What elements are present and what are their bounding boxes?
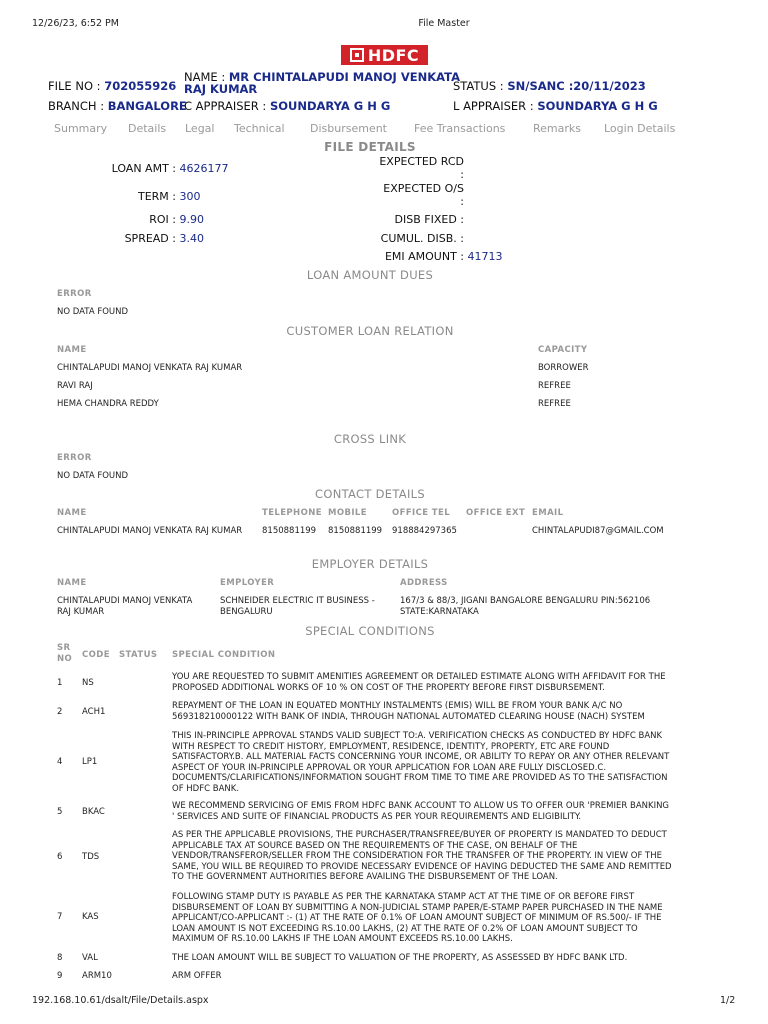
- employer-col-name: NAME: [57, 578, 87, 588]
- sc-row-sr: 5: [57, 807, 63, 817]
- contact-mobile: 8150881199: [328, 526, 383, 536]
- contact-details-title: CONTACT DETAILS: [315, 487, 425, 501]
- hdfc-logo-text: HDFC: [367, 45, 420, 65]
- clr-row-name: CHINTALAPUDI MANOJ VENKATA RAJ KUMAR: [57, 363, 243, 373]
- sc-row-text: FOLLOWING STAMP DUTY IS PAYABLE AS PER THE KARNATAKA STAMP ACT AT THE TIME OF OR BEFORE FIRST DISBURSEMENT OF LOAN BY SUBMITTING A NON-JUDICIAL STAMP PAPER/E-STAMP PAPER PURCHASED IN THE NAME APPLICANT/CO-APPLICANT :- (1) AT THE RATE OF 0.1% OF LOAN AMOUNT SUBJECT OF MINIMUM OF RS.500/- IF THE LOAN AMOUNT IS NOT EXCEEDING RS.10.00 LAKHS, (2) AT THE RATE OF 0.2% OF LOAN AMOUNT SUBJECT TO MAXIMUM OF RS.10.00 LAKHS IF THE LOAN AMOUNT EXCEEDS RS.10.00 LAKHS.: [172, 892, 663, 944]
- cumul-disb: CUMUL. DISB. :: [380, 232, 464, 245]
- sc-row-text: AS PER THE APPLICABLE PROVISIONS, THE PURCHASER/TRANSFREE/BUYER OF PROPERTY IS MANDATED TO DEDUCT APPLICABLE TAX AT SOURCE BASED ON THE REQUIREMENTS OF THE CASE, ON BEHALF OF THE VENDOR/TRANSFEROR/SELLER FROM THE CONSIDERATION FOR THE TRANSFER OF THE PROPERTY. IN VIEW OF THE SAME, YOU WILL BE REQUIRED TO PROVIDE NECESSARY EVIDENCE OF HAVING DEDUCTED THE SAME AND REMITTED TO THE GOVERNMENT AUTHORITIES BEFORE AVAILING THE DISBURSEMENT OF THE LOAN.: [172, 830, 672, 882]
- cross-link-no-data: NO DATA FOUND: [57, 471, 129, 481]
- cross-link-title: CROSS LINK: [333, 432, 407, 446]
- clr-row-name: RAVI RAJ: [57, 381, 93, 391]
- sc-row-text: THE LOAN AMOUNT WILL BE SUBJECT TO VALUATION OF THE PROPERTY, AS ASSESSED BY HDFC BANK LTD.: [172, 953, 628, 963]
- contact-name: CHINTALAPUDI MANOJ VENKATA RAJ KUMAR: [57, 526, 243, 536]
- print-datetime: 12/26/23, 6:52 PM: [32, 18, 119, 29]
- employer-details-title: EMPLOYER DETAILS: [311, 557, 429, 571]
- sc-col-special-condition: SPECIAL CONDITION: [172, 650, 276, 660]
- clr-row-capacity: BORROWER: [538, 363, 589, 373]
- sc-row-text: REPAYMENT OF THE LOAN IN EQUATED MONTHLY INSTALMENTS (EMIS) WILL BE FROM YOUR BANK A/C NO 569318210000122 WITH BANK OF INDIA, THROUGH NATIONAL AUTOMATED CLEARING HOUSE (NACH) SYSTEM: [172, 701, 645, 722]
- contact-email: CHINTALAPUDI87@GMAIL.COM: [532, 526, 664, 536]
- contact-col-name: NAME: [57, 508, 87, 518]
- branch: BRANCH : BANGALORE: [48, 99, 187, 113]
- employer-row-address: 167/3 & 88/3, JIGANI BANGALORE BENGALURU PIN:562106 STATE:KARNATAKA: [400, 596, 651, 617]
- sc-row-code: ARM10: [82, 971, 112, 981]
- sc-row-text: YOU ARE REQUESTED TO SUBMIT AMENITIES AGREEMENT OR DETAILED ESTIMATE ALONG WITH AFFIDAVIT FOR THE PROPOSED ADDITIONAL WORKS OF 10 % ON COST OF THE PROPERTY BEFORE FIRST DISBURSEMENT.: [172, 672, 666, 693]
- sc-row-sr: 2: [57, 707, 63, 717]
- contact-telephone: 8150881199: [262, 526, 317, 536]
- contact-col-office-ext: OFFICE EXT: [466, 508, 526, 518]
- disb-fixed: DISB FIXED :: [394, 213, 464, 226]
- term: TERM : 300: [137, 190, 201, 203]
- hdfc-logo: [341, 45, 428, 65]
- sc-row-code: ACH1: [82, 707, 106, 717]
- clr-col-capacity: CAPACITY: [538, 345, 588, 355]
- contact-col-mobile: MOBILE: [328, 508, 367, 518]
- clr-row-name: HEMA CHANDRA REDDY: [57, 399, 159, 409]
- tab-login-details[interactable]: Login Details: [604, 122, 676, 135]
- expected-os: EXPECTED O/S :: [383, 182, 464, 208]
- tab-legal[interactable]: Legal: [185, 122, 215, 135]
- loan-dues-no-data: NO DATA FOUND: [57, 307, 129, 317]
- print-url: 192.168.10.61/dsalt/File/Details.aspx: [32, 995, 209, 1006]
- print-page-title: File Master: [418, 18, 470, 29]
- tab-fee-transactions[interactable]: Fee Transactions: [414, 122, 506, 135]
- sc-row-text: WE RECOMMEND SERVICING OF EMIS FROM HDFC BANK ACCOUNT TO ALLOW US TO OFFER OUR 'PREMIER BANKING ' SERVICES AND SUITE OF FINANCIAL PRODUCTS AS PER YOUR REQUIREMENTS AND ELIGIBILITY.: [172, 801, 670, 822]
- tab-disbursement[interactable]: Disbursement: [310, 122, 387, 135]
- l-appraiser: L APPRAISER : SOUNDARYA G H G: [453, 99, 658, 113]
- special-conditions-title: SPECIAL CONDITIONS: [305, 624, 435, 638]
- sc-row-code: KAS: [82, 912, 99, 922]
- file-no: FILE NO : 702055926: [48, 79, 177, 93]
- sc-col-code: CODE: [82, 650, 110, 660]
- roi: ROI : 9.90: [149, 213, 204, 226]
- file-status: STATUS : SN/SANC :20/11/2023: [453, 79, 646, 93]
- sc-row-code: NS: [82, 678, 94, 688]
- sc-row-code: BKAC: [82, 807, 105, 817]
- clr-row-capacity: REFREE: [538, 399, 571, 409]
- customer-name: NAME : MR CHINTALAPUDI MANOJ VENKATA RAJ KUMAR: [184, 70, 460, 96]
- sc-row-sr: 7: [57, 912, 63, 922]
- sc-row-code: VAL: [82, 953, 98, 963]
- employer-row-employer: SCHNEIDER ELECTRIC IT BUSINESS - BENGALURU: [220, 596, 375, 617]
- print-page-number: 1/2: [720, 995, 736, 1006]
- spread: SPREAD : 3.40: [124, 232, 204, 245]
- contact-col-telephone: TELEPHONE: [262, 508, 322, 518]
- sc-col-status: STATUS: [119, 650, 158, 660]
- loan-amt: LOAN AMT : 4626177: [111, 162, 229, 175]
- sc-row-sr: 8: [57, 953, 63, 963]
- sc-row-code: LP1: [82, 757, 98, 767]
- employer-col-address: ADDRESS: [400, 578, 448, 588]
- emi-amount: EMI AMOUNT : 41713: [384, 250, 503, 263]
- loan-dues-col-error: ERROR: [57, 289, 92, 299]
- hdfc-logo-mark-icon: [350, 48, 364, 62]
- tab-summary[interactable]: Summary: [54, 122, 108, 135]
- sc-row-sr: 6: [57, 852, 63, 862]
- cross-link-col-error: ERROR: [57, 453, 92, 463]
- file-details-title: FILE DETAILS: [324, 140, 416, 154]
- tab-details[interactable]: Details: [128, 122, 167, 135]
- contact-col-office-tel: OFFICE TEL: [392, 508, 451, 518]
- sc-row-sr: 4: [57, 757, 63, 767]
- expected-rcd: EXPECTED RCD :: [379, 155, 464, 181]
- sc-row-sr: 1: [57, 678, 63, 688]
- sc-col-sr-no: SR NO: [57, 643, 73, 664]
- contact-office-tel: 918884297365: [392, 526, 457, 536]
- sc-row-text: ARM OFFER: [172, 971, 222, 981]
- sc-row-sr: 9: [57, 971, 63, 981]
- sc-row-text: THIS IN-PRINCIPLE APPROVAL STANDS VALID SUBJECT TO:A. VERIFICATION CHECKS AS CONDUCTED BY HDFC BANK WITH RESPECT TO CREDIT HISTORY, EMPLOYMENT, RESIDENCE, IDENTITY, PROPERTY, ETC ARE FOUND SATISFACTORY.B. ALL MATERIAL FACTS CONCERNING YOUR INCOME, OR ABILITY TO REPAY OR ANY OTHER RELEVANT ASPECT OF YOUR IN-PRINCIPLE APPROVAL OR YOUR APPLICATION FOR LOAN ARE FULLY DISCLOSED.C. DOCUMENTS/CLARIFICATIONS/INFORMATION SOUGHT FROM TIME TO TIME ARE PROVIDED AS TO THE SATISFACTION OF HDFC BANK.: [172, 731, 670, 794]
- clr-col-name: NAME: [57, 345, 87, 355]
- employer-col-employer: EMPLOYER: [220, 578, 275, 588]
- employer-row-name: CHINTALAPUDI MANOJ VENKATA RAJ KUMAR: [57, 596, 193, 617]
- clr-row-capacity: REFREE: [538, 381, 571, 391]
- loan-amount-dues-title: LOAN AMOUNT DUES: [306, 268, 434, 282]
- c-appraiser: C APPRAISER : SOUNDARYA G H G: [184, 99, 391, 113]
- contact-col-email: EMAIL: [532, 508, 564, 518]
- sc-row-code: TDS: [82, 852, 100, 862]
- customer-loan-relation-title: CUSTOMER LOAN RELATION: [286, 324, 454, 338]
- tab-technical[interactable]: Technical: [234, 122, 285, 135]
- tab-remarks[interactable]: Remarks: [533, 122, 581, 135]
